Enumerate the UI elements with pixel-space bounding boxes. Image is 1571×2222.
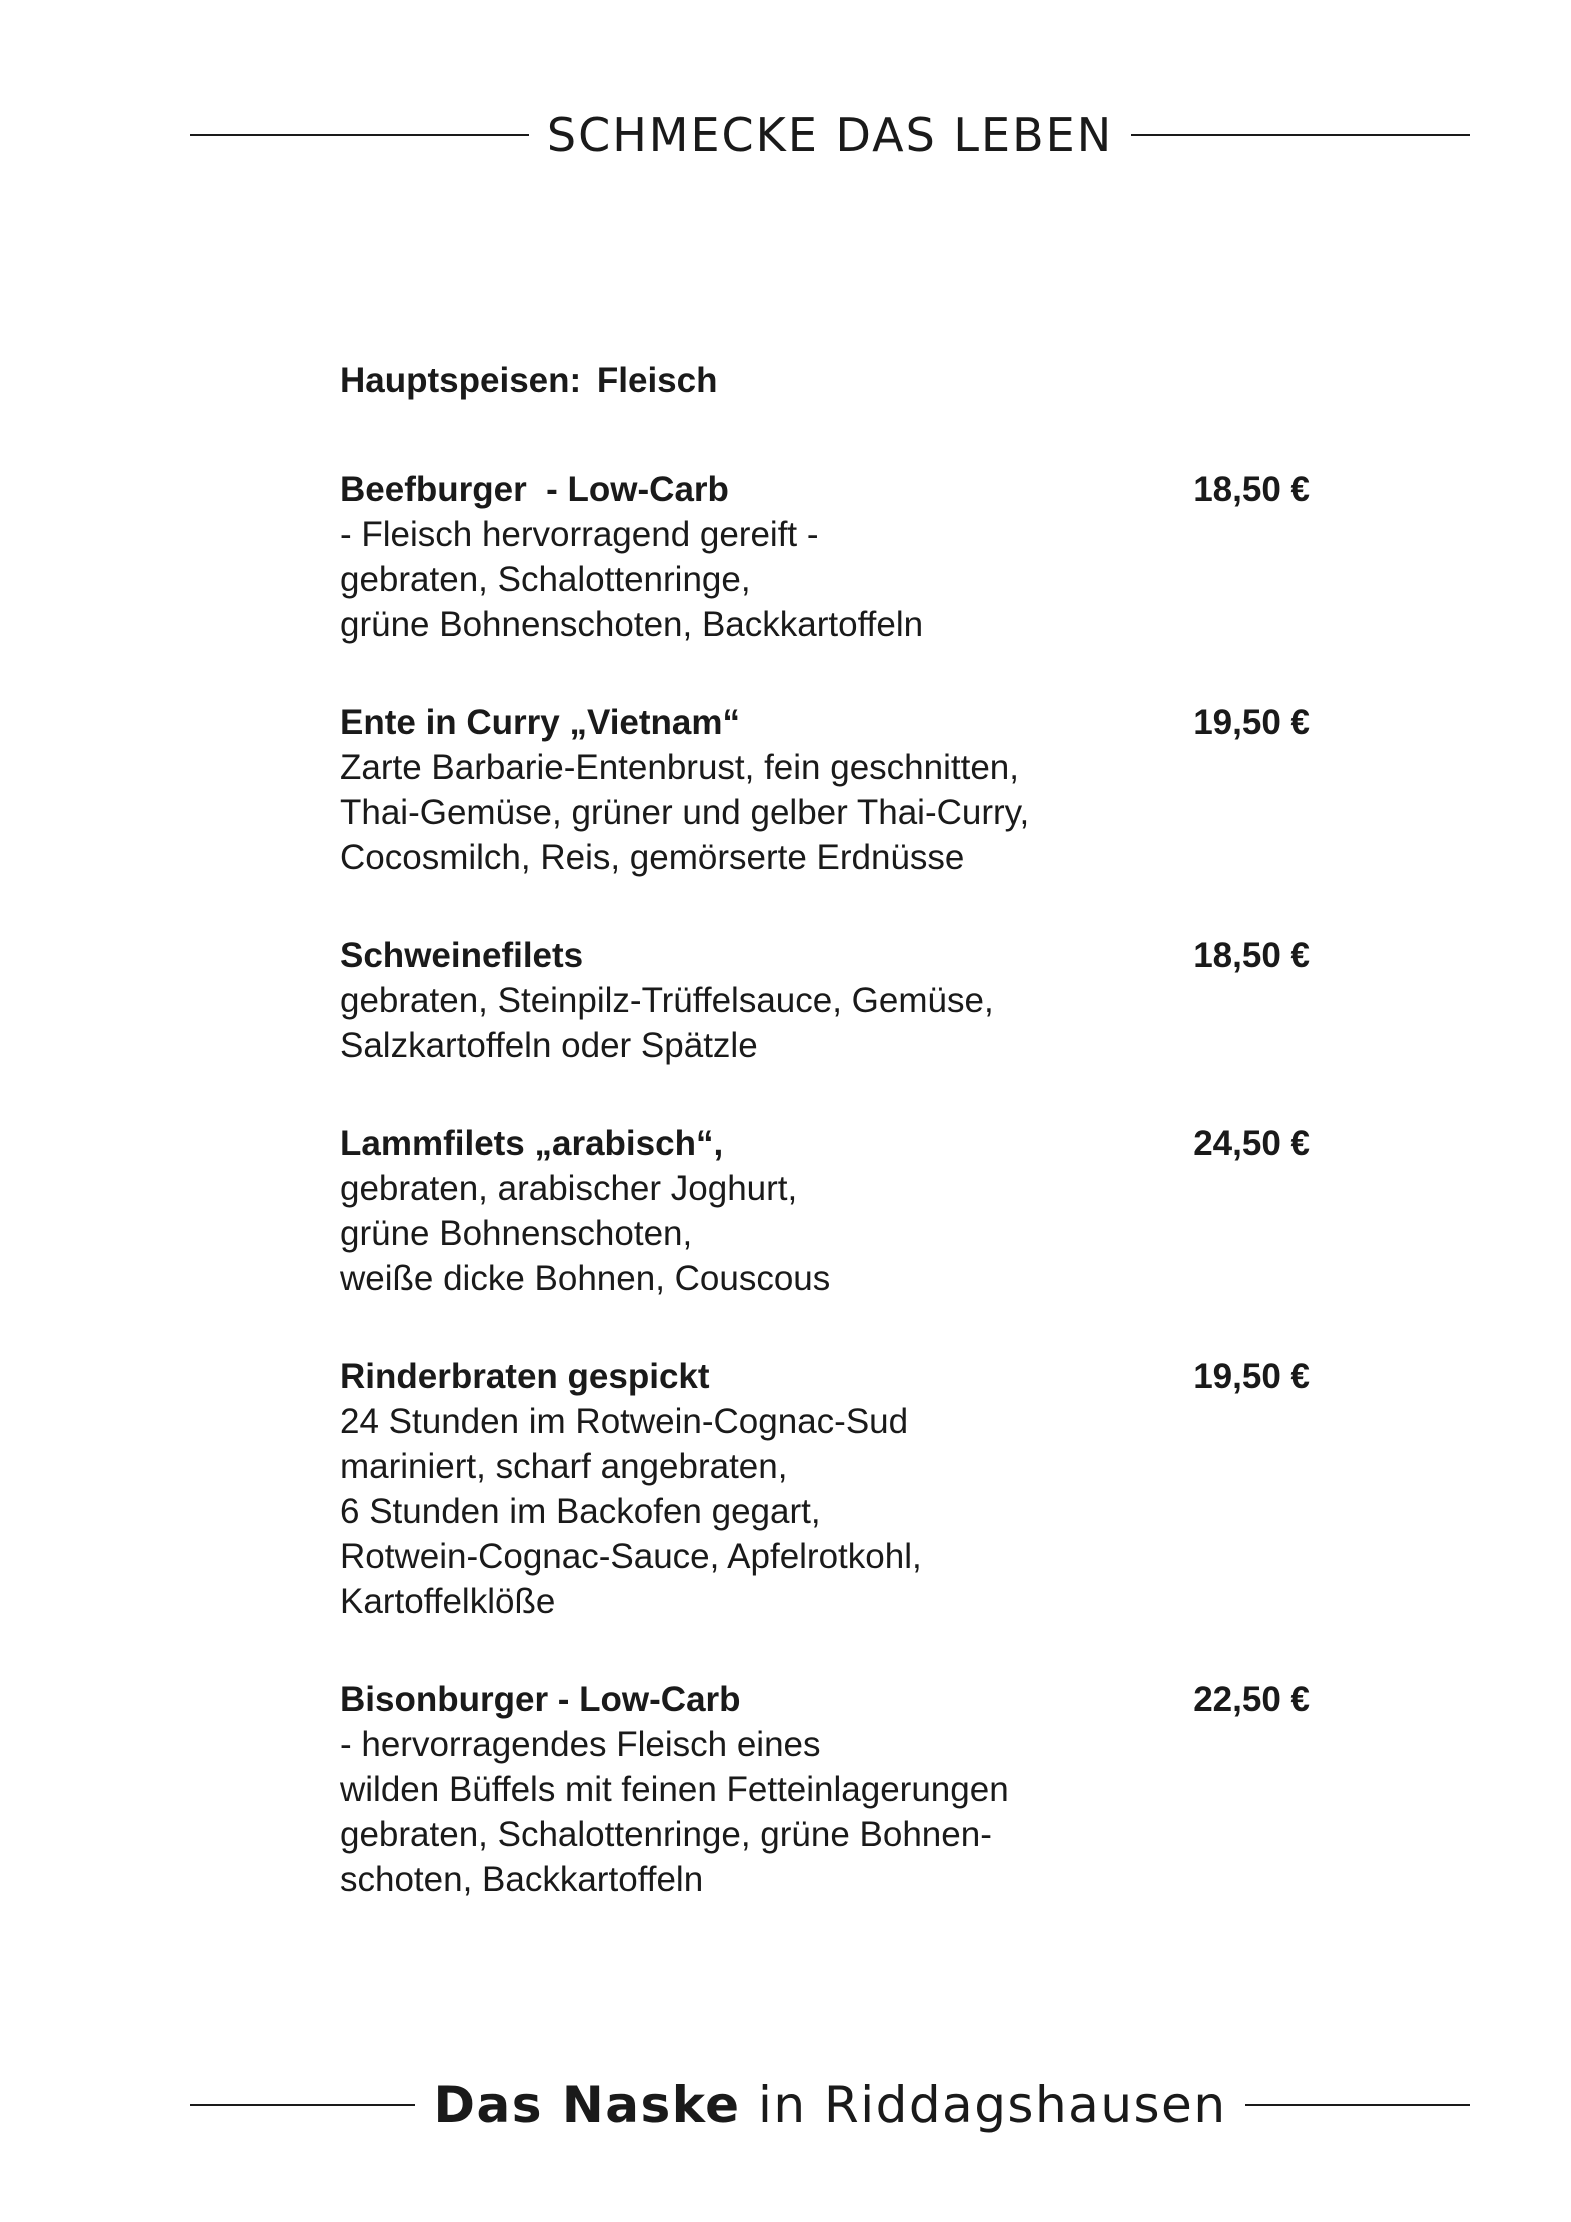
- menu-item: [340, 1354, 1310, 1624]
- dish-name: Bisonburger - Low-Carb: [340, 1680, 741, 1719]
- dish-description: [340, 1399, 1310, 1624]
- dish-description-line: mariniert, scharf angebraten,: [340, 1447, 788, 1486]
- dish-description-line: grüne Bohnenschoten, Backkartoffeln: [340, 605, 924, 644]
- dish-description-line: wilden Büffels mit feinen Fetteinlagerungen: [340, 1770, 1009, 1809]
- dish-description: [340, 1722, 1310, 1902]
- dish-description-line: Rotwein-Cognac-Sauce, Apfelrotkohl,: [340, 1537, 922, 1576]
- dish-description-line: Kartoffelklöße: [340, 1582, 556, 1621]
- header-rule-right: [1131, 134, 1470, 136]
- dish-name: Lammfilets „arabisch“,: [340, 1124, 724, 1163]
- dish-description: [340, 978, 1310, 1068]
- menu-item: [340, 933, 1310, 1068]
- dish-name: Schweinefilets: [340, 936, 584, 975]
- dish-list: [340, 467, 1310, 1902]
- menu-item: [340, 1677, 1310, 1902]
- dish-description-line: grüne Bohnenschoten,: [340, 1214, 693, 1253]
- dish-description-line: Salzkartoffeln oder Spätzle: [340, 1026, 758, 1065]
- footer-brand-location: in Riddagshausen: [740, 2076, 1227, 2134]
- menu-item: [340, 467, 1310, 647]
- menu-section: [340, 357, 1310, 1955]
- dish-description-line: gebraten, Steinpilz-Trüffelsauce, Gemüse,: [340, 981, 994, 1020]
- section-title: Hauptspeisen: Fleisch: [340, 361, 718, 400]
- dish-description-line: gebraten, arabischer Joghurt,: [340, 1169, 798, 1208]
- dish-description-line: Cocosmilch, Reis, gemörserte Erdnüsse: [340, 838, 965, 877]
- dish-description: [340, 512, 1310, 647]
- dish-description-line: 6 Stunden im Backofen gegart,: [340, 1492, 821, 1531]
- dish-name: Beefburger - Low-Carb: [340, 470, 729, 509]
- dish-description-line: gebraten, Schalottenringe,: [340, 560, 751, 599]
- dish-description-line: Thai-Gemüse, grüner und gelber Thai-Curry,: [340, 793, 1030, 832]
- dish-name: Rinderbraten gespickt: [340, 1357, 710, 1396]
- dish-price: 19,50 €: [1193, 703, 1310, 742]
- menu-item: [340, 1121, 1310, 1301]
- dish-description-line: - Fleisch hervorragend gereift -: [340, 515, 819, 554]
- dish-description-line: 24 Stunden im Rotwein-Cognac-Sud: [340, 1402, 909, 1441]
- menu-item-header: [340, 933, 1310, 978]
- dish-description-line: - hervorragendes Fleisch eines: [340, 1725, 821, 1764]
- footer-rule-right: [1245, 2104, 1470, 2106]
- menu-item: [340, 700, 1310, 880]
- page-header: [190, 100, 1470, 170]
- dish-description-line: schoten, Backkartoffeln: [340, 1860, 704, 1899]
- dish-price: 18,50 €: [1193, 936, 1310, 975]
- menu-item-header: [340, 700, 1310, 745]
- dish-price: 24,50 €: [1193, 1124, 1310, 1163]
- menu-item-header: [340, 467, 1310, 512]
- page-footer: [190, 2065, 1470, 2145]
- dish-name: Ente in Curry „Vietnam“: [340, 703, 741, 742]
- dish-description-line: Zarte Barbarie-Entenbrust, fein geschnitten,: [340, 748, 1019, 787]
- dish-description-line: weiße dicke Bohnen, Couscous: [340, 1259, 831, 1298]
- dish-price: 18,50 €: [1193, 470, 1310, 509]
- menu-item-header: [340, 1677, 1310, 1722]
- header-rule-left: [190, 134, 529, 136]
- menu-item-header: [340, 1354, 1310, 1399]
- dish-price: 19,50 €: [1193, 1357, 1310, 1396]
- menu-item-header: [340, 1121, 1310, 1166]
- header-title: SCHMECKE DAS LEBEN: [546, 108, 1114, 162]
- dish-description-line: gebraten, Schalottenringe, grüne Bohnen-: [340, 1815, 992, 1854]
- dish-description: [340, 745, 1310, 880]
- dish-description: [340, 1166, 1310, 1301]
- footer-rule-left: [190, 2104, 415, 2106]
- footer-brand: [415, 2076, 1244, 2134]
- footer-brand-name: Das Naske: [433, 2076, 741, 2134]
- dish-price: 22,50 €: [1193, 1680, 1310, 1719]
